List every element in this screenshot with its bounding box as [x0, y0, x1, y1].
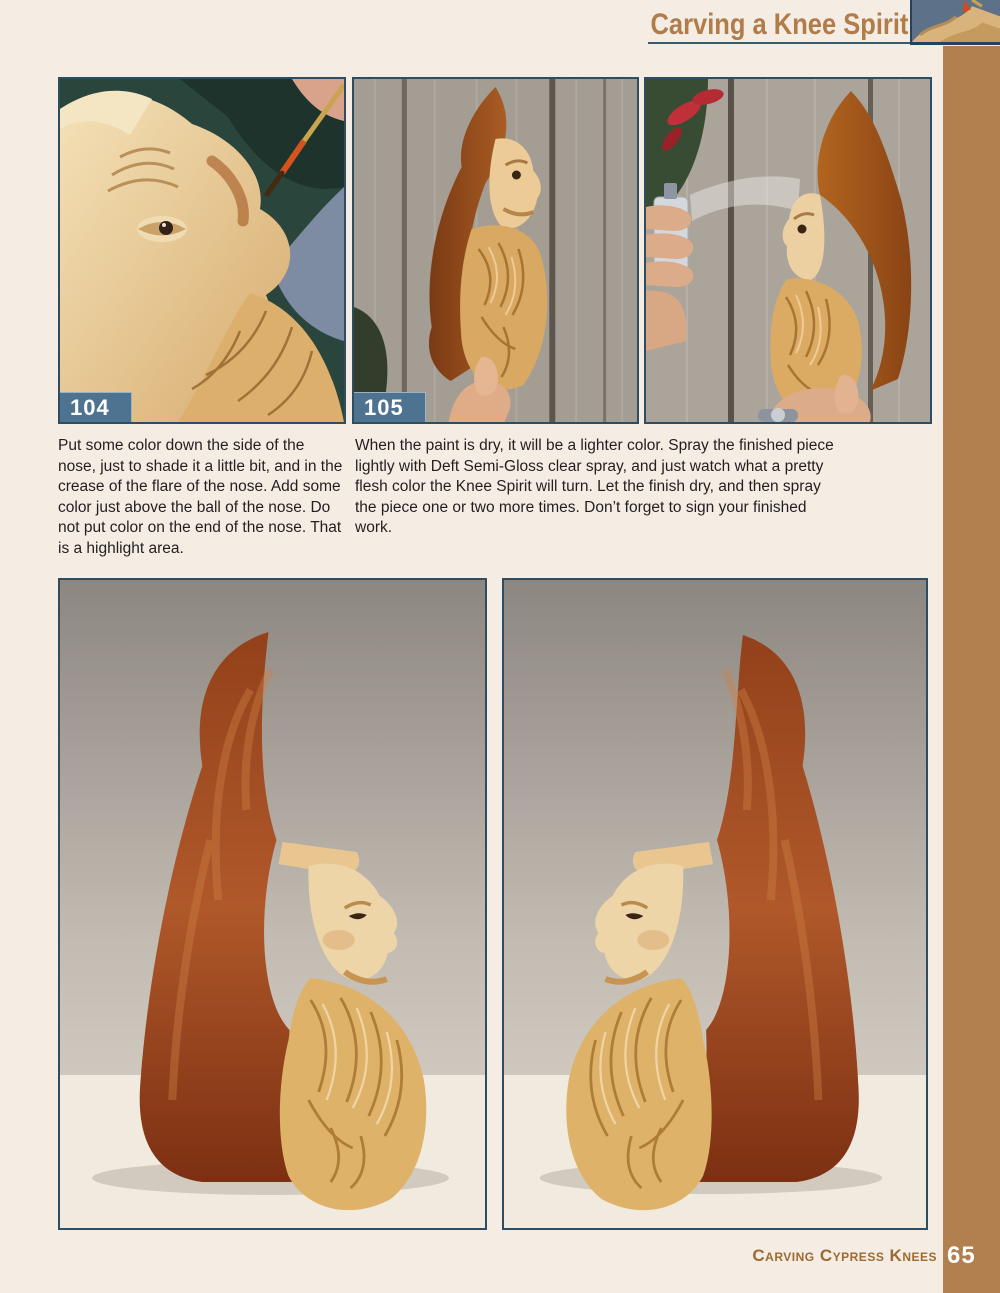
photo-step-104: [58, 77, 346, 424]
page-title: Carving a Knee Spirit: [650, 8, 908, 41]
step-104-caption: Put some color down the side of the nose, just to shade it a little bit, and in the crease of the flare of the nose. Add some color just above the ball of the nose. Do not put color on the end of the nose. That is a highlight area.: [58, 437, 343, 557]
photo-finished-left-view: [58, 578, 487, 1230]
spraying-illustration: [646, 79, 930, 422]
carving-closeup-thumbnail: [912, 0, 1000, 42]
finished-carving-illustration: [60, 580, 485, 1228]
photo-finished-right-view: [502, 578, 928, 1230]
painting-nose-illustration: [60, 79, 344, 422]
step-number-badge: 104: [60, 392, 132, 422]
step-105-caption: When the paint is dry, it will be a lighter color. Spray the finished piece lightly with Deft Semi-Gloss clear spray, and just watch what a pretty flesh color the Knee Spirit will turn. Let the finish dry, and then spray the piece one or two more times. Don’t forget to sign your finished work.: [355, 437, 834, 536]
footer-book-title: Carving Cypress Knees: [752, 1246, 937, 1265]
header-thumbnail-photo: [910, 0, 1000, 45]
photo-step-105: [352, 77, 639, 424]
step-number-badge: 105: [354, 392, 426, 422]
right-edge-band: [943, 46, 1000, 1293]
beard: [460, 225, 547, 389]
carving-before-spray-illustration: [354, 79, 637, 422]
finished-carving-illustration: [504, 580, 926, 1228]
page-number: 65: [947, 1242, 976, 1269]
spraying-hand: [646, 205, 693, 351]
photo-spraying-finish: [644, 77, 932, 424]
header-rule: [648, 42, 911, 44]
wristwatch: [758, 408, 798, 422]
